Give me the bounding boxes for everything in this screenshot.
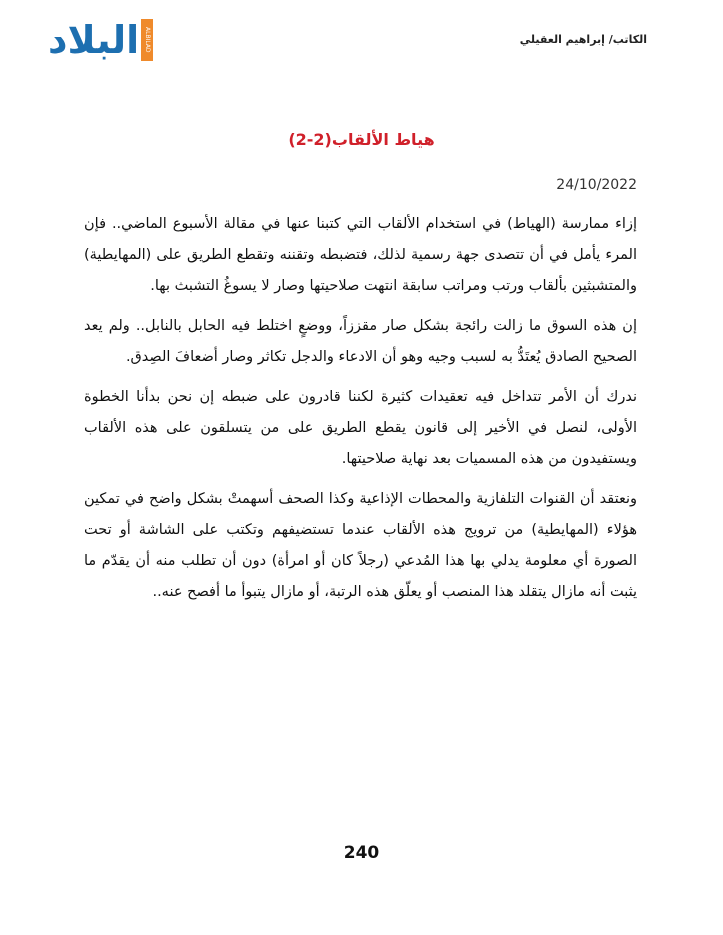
author-line: الكاتب/ إبراهيم العقيلي xyxy=(519,33,647,46)
logo-text: البلاد xyxy=(48,18,140,62)
newspaper-logo xyxy=(48,18,174,62)
article-title: هياط الألقاب(2-2) xyxy=(288,130,435,149)
page-number: 240 xyxy=(343,843,380,863)
paragraph: ندرك أن الأمر تتداخل فيه تعقيدات كثيرة لكننا قادرون على ضبطه إن نحن بدأنا الخطوة الأولى، لنصل في الأخير إلى قانون يقطع الطريق على من يتسلقون على هذه الألقاب ويستفيدون من هذه المسميات بعد نهاية صلاحيتها. xyxy=(84,389,637,467)
paragraph: إن هذه السوق ما زالت رائجة بشكل صار مقززاً، ووضعٍ اختلط فيه الحابل بالنابل.. ولم يعد الصحيح الصادق يُعتَدُّ به لسبب وجيه وهو أن الادعاء والدجل تكاثر وصار أضعافَ الصِدق. xyxy=(84,318,637,365)
paragraph: إزاء ممارسة (الهياط) في استخدام الألقاب التي كتبنا عنها في مقالة الأسبوع الماضي.. فإن المرء يأمل في أن تتصدى جهة رسمية لذلك، فتضبطه وتقننه وتقطع الطريق على (المهايطية) والمتشبثين بألقاب ورتب ومراتب سابقة انتهت صلاحيتها وصار لا يسوغُ التشبث بها. xyxy=(84,216,637,294)
paragraph: ونعتقد أن القنوات التلفازية والمحطات الإذاعية وكذا الصحف أسهمتْ بشكل واضح في تمكين هؤلاء (المهايطية) من ترويج هذه الألقاب عندما تستضيفهم وتكتب على الشاشة أو تحت الصورة أي معلومة يدلي بها هذا المُدعي (رجلاً كان أو امرأة) دون أن تطلب منه أن يقدّم ما يثبت أنه مازال يتقلد هذا المنصب أو يعلّق هذه الرتبة، أو مازال يتبوأ ما أفصح عنه.. xyxy=(84,491,637,600)
logo-tag: ALBILAD xyxy=(141,19,153,61)
article-date: 24/10/2022 xyxy=(556,177,637,193)
article-body xyxy=(84,209,637,617)
